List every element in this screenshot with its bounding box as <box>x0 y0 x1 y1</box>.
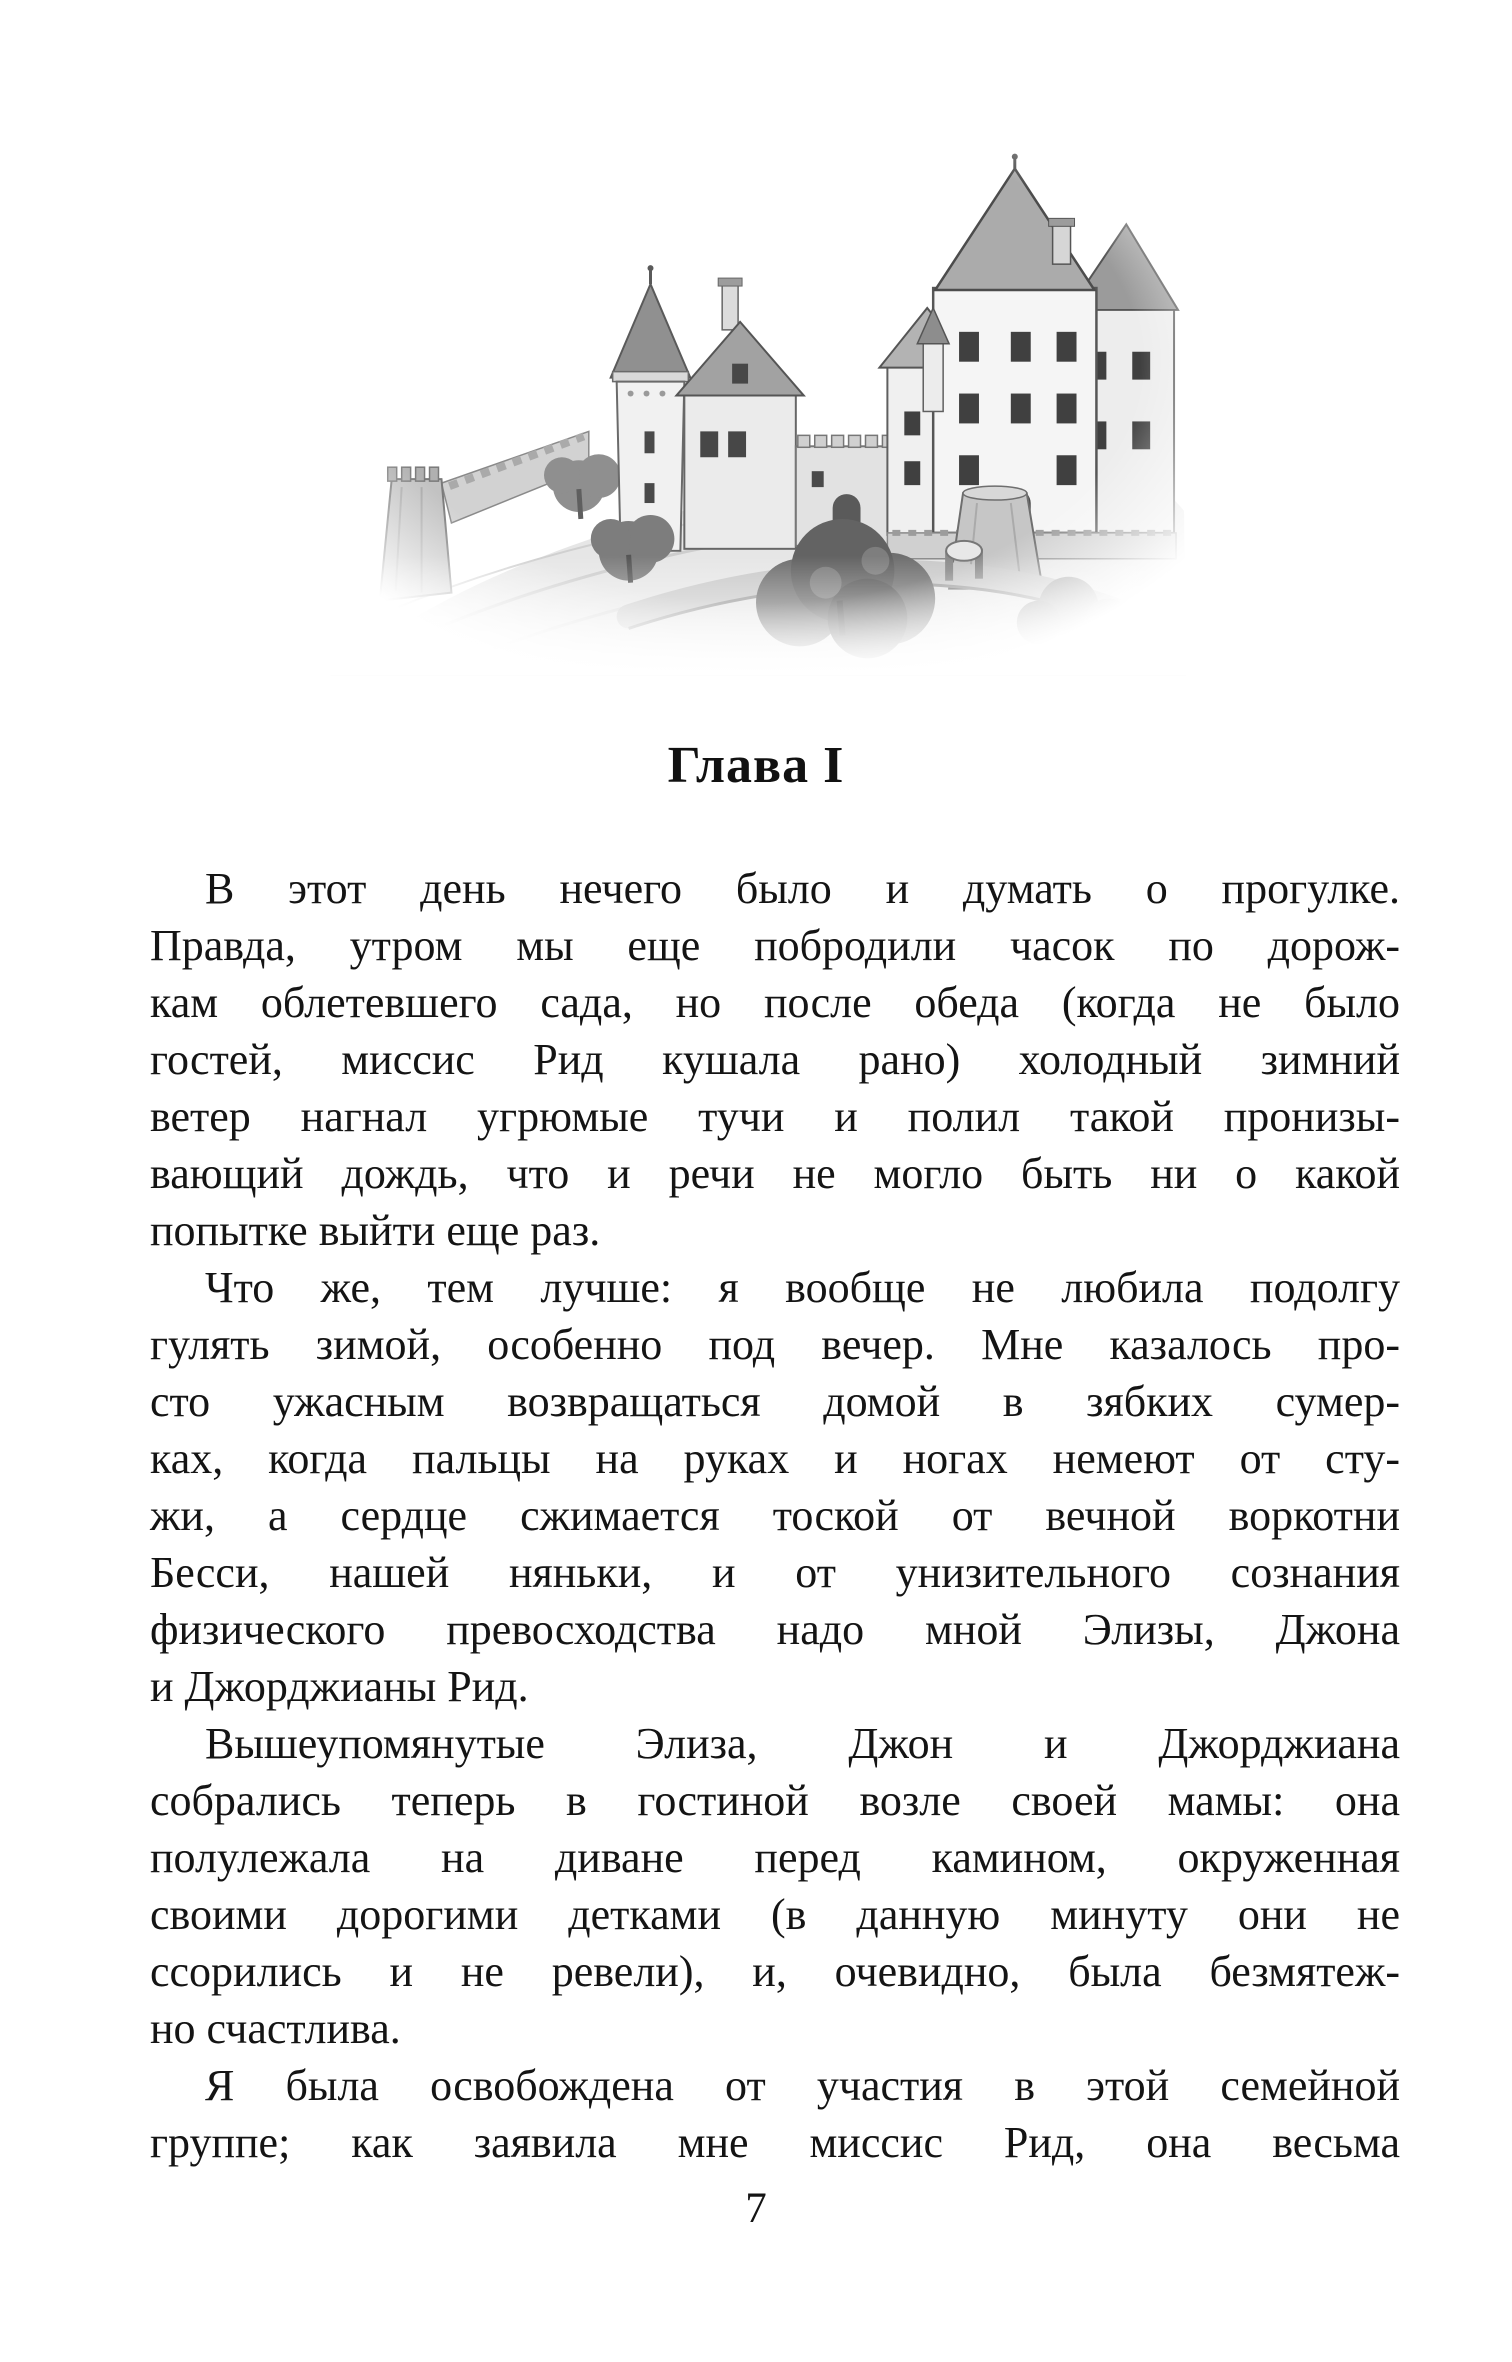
text-line: ветер нагнал угрюмые тучи и полил такой пронизы- <box>150 1092 1400 1141</box>
text-line: попытке выйти еще раз. <box>150 1206 601 1255</box>
text-line: и Джорджианы Рид. <box>150 1662 529 1711</box>
text-line: Я была освобождена от участия в этой семейной <box>205 2061 1400 2110</box>
text-line: В этот день нечего было и думать о прогулке. <box>205 864 1400 913</box>
text-line: полулежала на диване перед камином, окруженная <box>150 1833 1400 1882</box>
text-line: Правда, утром мы еще побродили часок по дорож- <box>150 921 1400 970</box>
text-line: гулять зимой, особенно под вечер. Мне казалось про- <box>150 1320 1400 1369</box>
text-line: Вышеупомянутые Элиза, Джон и Джорджиана <box>205 1719 1400 1768</box>
page-number: 7 <box>745 2185 767 2232</box>
text-line: Что же, тем лучше: я вообще не любила подолгу <box>205 1263 1400 1312</box>
body-text <box>150 860 1400 2171</box>
castle-illustration <box>330 130 1186 678</box>
text-line: Бесси, нашей няньки, и от унизительного сознания <box>150 1548 1400 1597</box>
text-line: своими дорогими детками (в данную минуту они не <box>150 1890 1400 1939</box>
text-line: ках, когда пальцы на руках и ногах немеют от сту- <box>150 1434 1400 1483</box>
text-line: гостей, миссис Рид кушала рано) холодный зимний <box>150 1035 1400 1084</box>
chapter-heading: Глава I <box>667 737 845 794</box>
text-line: физического превосходства надо мной Элизы, Джона <box>150 1605 1400 1654</box>
text-line: кам облетевшего сада, но после обеда (когда не было <box>150 978 1400 1027</box>
text-line: сто ужасным возвращаться домой в зябких сумер- <box>150 1377 1400 1426</box>
text-line: ссорились и не ревели), и, очевидно, была безмятеж- <box>150 1947 1400 1996</box>
text-line: собрались теперь в гостиной возле своей мамы: она <box>150 1776 1400 1825</box>
text-line: группе; как заявила мне миссис Рид, она весьма <box>150 2118 1400 2167</box>
castle-on-hill-drawing <box>330 130 1186 678</box>
text-line: жи, а сердце сжимается тоской от вечной воркотни <box>150 1491 1400 1540</box>
text-line: но счастлива. <box>150 2004 401 2053</box>
text-line: вающий дождь, что и речи не могло быть ни о какой <box>150 1149 1400 1198</box>
